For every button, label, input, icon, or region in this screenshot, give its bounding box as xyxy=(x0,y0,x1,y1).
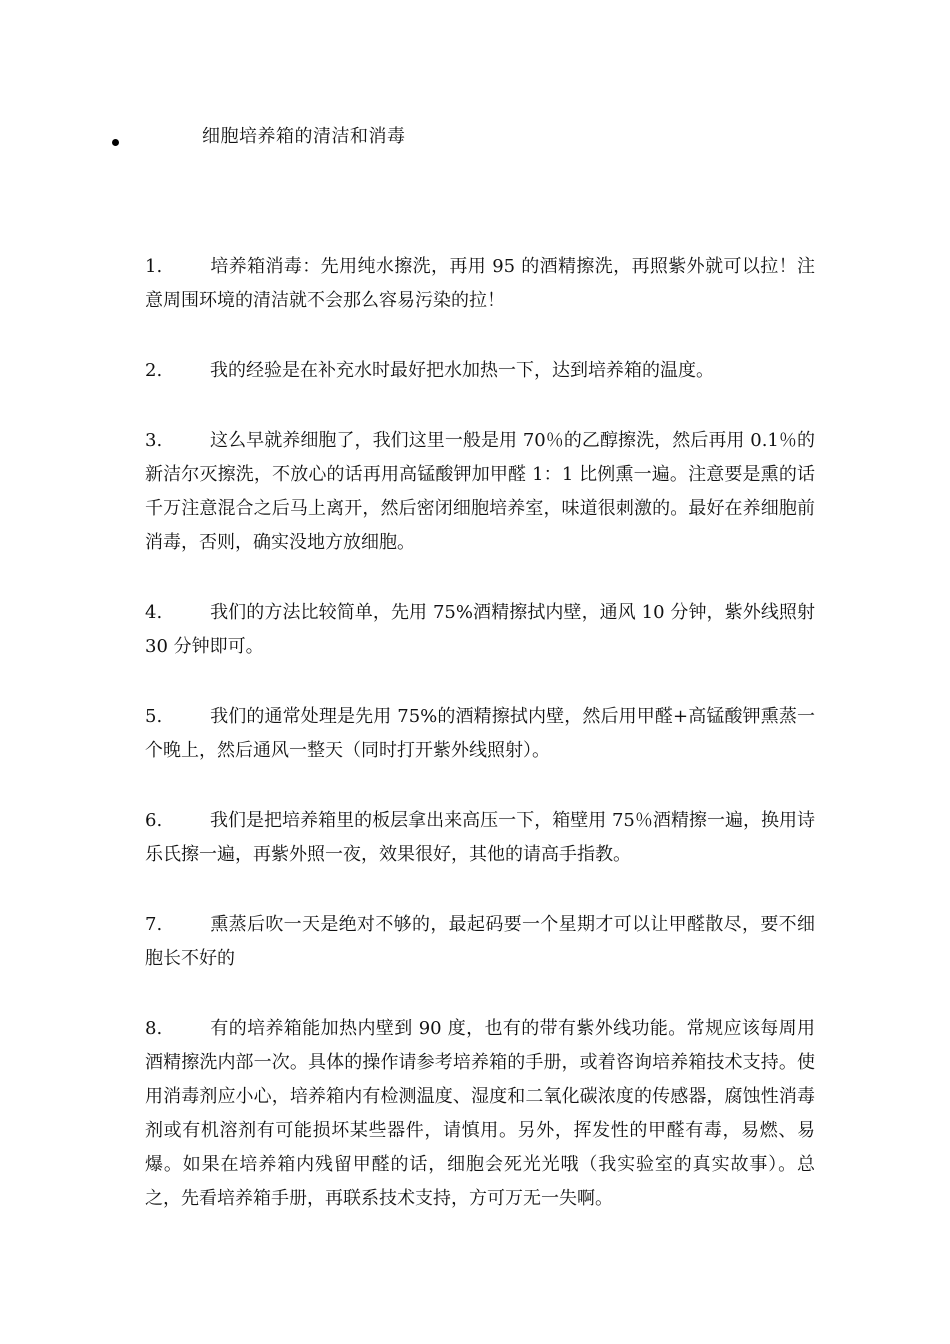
item-number: 2. xyxy=(145,360,163,381)
item-number: 8. xyxy=(145,1018,163,1039)
item-text: 培养箱消毒：先用纯水擦洗，再用 95 的酒精擦洗，再照紫外就可以拉！注意周围环境的清洁就不会那么容易污染的拉！ xyxy=(145,256,815,311)
list-item xyxy=(145,804,815,872)
item-number: 6. xyxy=(145,810,163,831)
list-item xyxy=(145,700,815,768)
item-text: 熏蒸后吹一天是绝对不够的，最起码要一个星期才可以让甲醛散尽，要不细胞长不好的 xyxy=(145,914,815,969)
item-text: 我们的通常处理是先用 75%的酒精擦拭内壁，然后用甲醛+高锰酸钾熏蒸一个晚上，然后通风一整天（同时打开紫外线照射）。 xyxy=(145,706,815,761)
list-item xyxy=(145,596,815,664)
list-item xyxy=(145,424,815,560)
item-number: 7. xyxy=(145,914,163,935)
item-text: 我的经验是在补充水时最好把水加热一下，达到培养箱的温度。 xyxy=(210,360,714,381)
item-text: 我们的方法比较简单，先用 75%酒精擦拭内壁，通风 10 分钟，紫外线照射 30 分钟即可。 xyxy=(145,602,815,657)
list-item xyxy=(145,908,815,976)
list-item xyxy=(145,1012,815,1216)
item-text: 我们是把培养箱里的板层拿出来高压一下，箱壁用 75％酒精擦一遍，换用诗乐氏擦一遍，再紫外照一夜，效果很好，其他的请高手指教。 xyxy=(145,810,815,865)
list-item xyxy=(145,250,815,318)
answer-list xyxy=(145,232,815,1252)
title-row xyxy=(112,122,406,152)
item-number: 4. xyxy=(145,602,163,623)
bullet-icon xyxy=(112,139,119,146)
item-number: 1. xyxy=(145,256,163,277)
item-number: 5. xyxy=(145,706,163,727)
document-title: 细胞培养箱的清洁和消毒 xyxy=(202,126,406,147)
item-text: 这么早就养细胞了，我们这里一般是用 70％的乙醇擦洗，然后再用 0.1％的新洁尔灭擦洗，不放心的话再用高锰酸钾加甲醛 1：1 比例熏一遍。注意要是熏的话千万注意混合之后马上离开，然后密闭细胞培养室，味道很刺激的。最好在养细胞前消毒，否则，确实没地方放细胞。 xyxy=(145,430,815,553)
list-item xyxy=(145,354,815,388)
item-number: 3. xyxy=(145,430,163,451)
item-text: 有的培养箱能加热内壁到 90 度，也有的带有紫外线功能。常规应该每周用酒精擦洗内部一次。具体的操作请参考培养箱的手册，或着咨询培养箱技术支持。使用消毒剂应小心，培养箱内有检测温度、湿度和二氧化碳浓度的传感器，腐蚀性消毒剂或有机溶剂有可能损坏某些器件，请慎用。另外，挥发性的甲醛有毒，易燃、易爆。如果在培养箱内残留甲醛的话，细胞会死光光哦（我实验室的真实故事）。总之，先看培养箱手册，再联系技术支持，方可万无一失啊。 xyxy=(145,1018,815,1209)
